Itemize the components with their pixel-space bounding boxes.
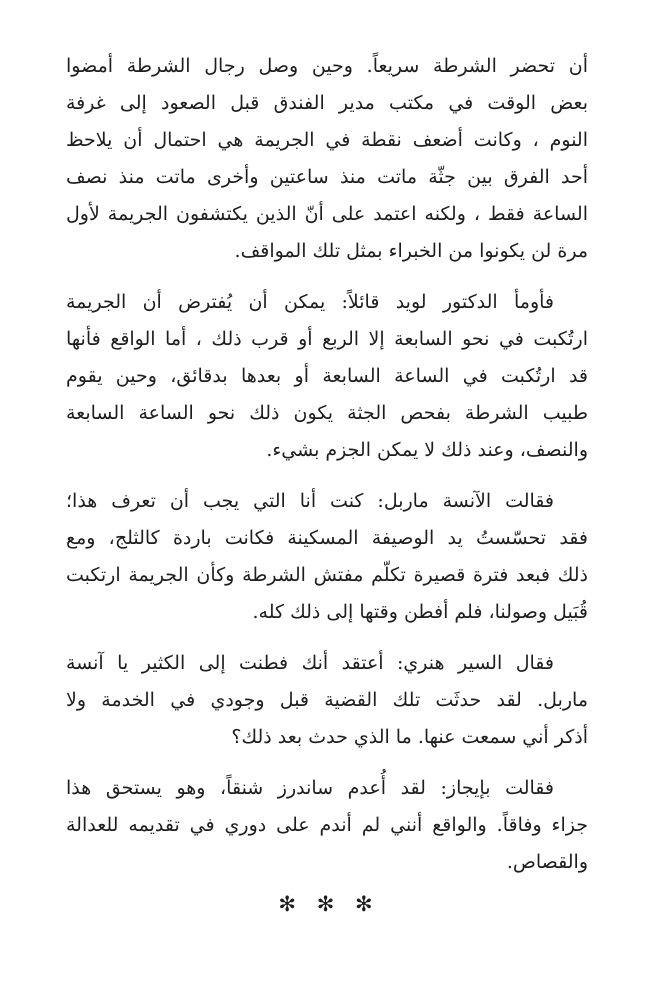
text-line: والقصاص. xyxy=(506,851,588,873)
section-separator: ✻ ✻ ✻ xyxy=(278,892,373,916)
text-line: الساعة فقط ، ولكنه اعتمد على أنّ الذين يكتشفون الجريمة لأول xyxy=(66,203,588,225)
paragraph xyxy=(66,483,588,631)
text-line: أذكر أني سمعت عنها. ما الذي حدث بعد ذلك؟ xyxy=(231,726,588,748)
text-line: فأومأ الدكتور لويد قائلاً: يمكن أن يُفترض أن الجريمة xyxy=(66,291,554,313)
text-line: فقد تحسّستُ يد الوصيفة المسكينة فكانت باردة كالثلج، ومع xyxy=(66,527,588,549)
text-line: فقال السير هنري: أعتقد أنك فطنت إلى الكثير يا آنسة xyxy=(66,652,554,674)
text-line: فقالت الآنسة ماربل: كنت أنا التي يجب أن تعرف هذا؛ xyxy=(66,490,554,512)
paragraph xyxy=(66,284,588,469)
text-line: بعض الوقت في مكتب مدير الفندق قبل الصعود إلى غرفة xyxy=(66,92,588,114)
text-line: أن تحضر الشرطة سريعاً. وحين وصل رجال الشرطة أمضوا xyxy=(66,55,588,77)
text-line: ذلك فبعد فترة قصيرة تكلّم مفتش الشرطة وكأن الجريمة ارتكبت xyxy=(66,564,588,586)
text-line: ارتُكبت في نحو السابعة إلا الربع أو قرب ذلك ، أما الواقع فأنها xyxy=(66,328,588,350)
text-line: جزاء وفاقاً. والواقع أنني لم أندم على دوري في تقديمه للعدالة xyxy=(66,814,588,836)
text-line: مرة لن يكونوا من الخبراء بمثل تلك المواقف. xyxy=(234,240,588,262)
text-line: أحد الفرق بين جثّة ماتت منذ ساعتين وأخرى ماتت منذ نصف xyxy=(66,166,588,188)
paragraph xyxy=(66,770,588,881)
text-line: ماربل. لقد حدثَت تلك القضية قبل وجودي في الخدمة ولا xyxy=(66,689,588,711)
text-line: فقالت بإيجاز: لقد أُعدم ساندرز شنقاً، وهو يستحق هذا xyxy=(66,777,554,799)
text-line: قُبَيل وصولنا، فلم أفطن وقتها إلى ذلك كله. xyxy=(252,601,588,623)
paragraph xyxy=(66,48,588,270)
text-line: طبيب الشرطة بفحص الجثة يكون ذلك نحو الساعة السابعة xyxy=(66,402,588,424)
page-text xyxy=(66,48,588,895)
text-line: والنصف، وعند ذلك لا يمكن الجزم بشيء. xyxy=(266,439,588,461)
text-line: النوم ، وكانت أضعف نقطة في الجريمة هي احتمال أن يلاحظ xyxy=(66,129,588,151)
paragraph xyxy=(66,645,588,756)
text-line: قد ارتُكبت في الساعة السابعة أو بعدها بدقائق، وحين يقوم xyxy=(66,365,588,387)
